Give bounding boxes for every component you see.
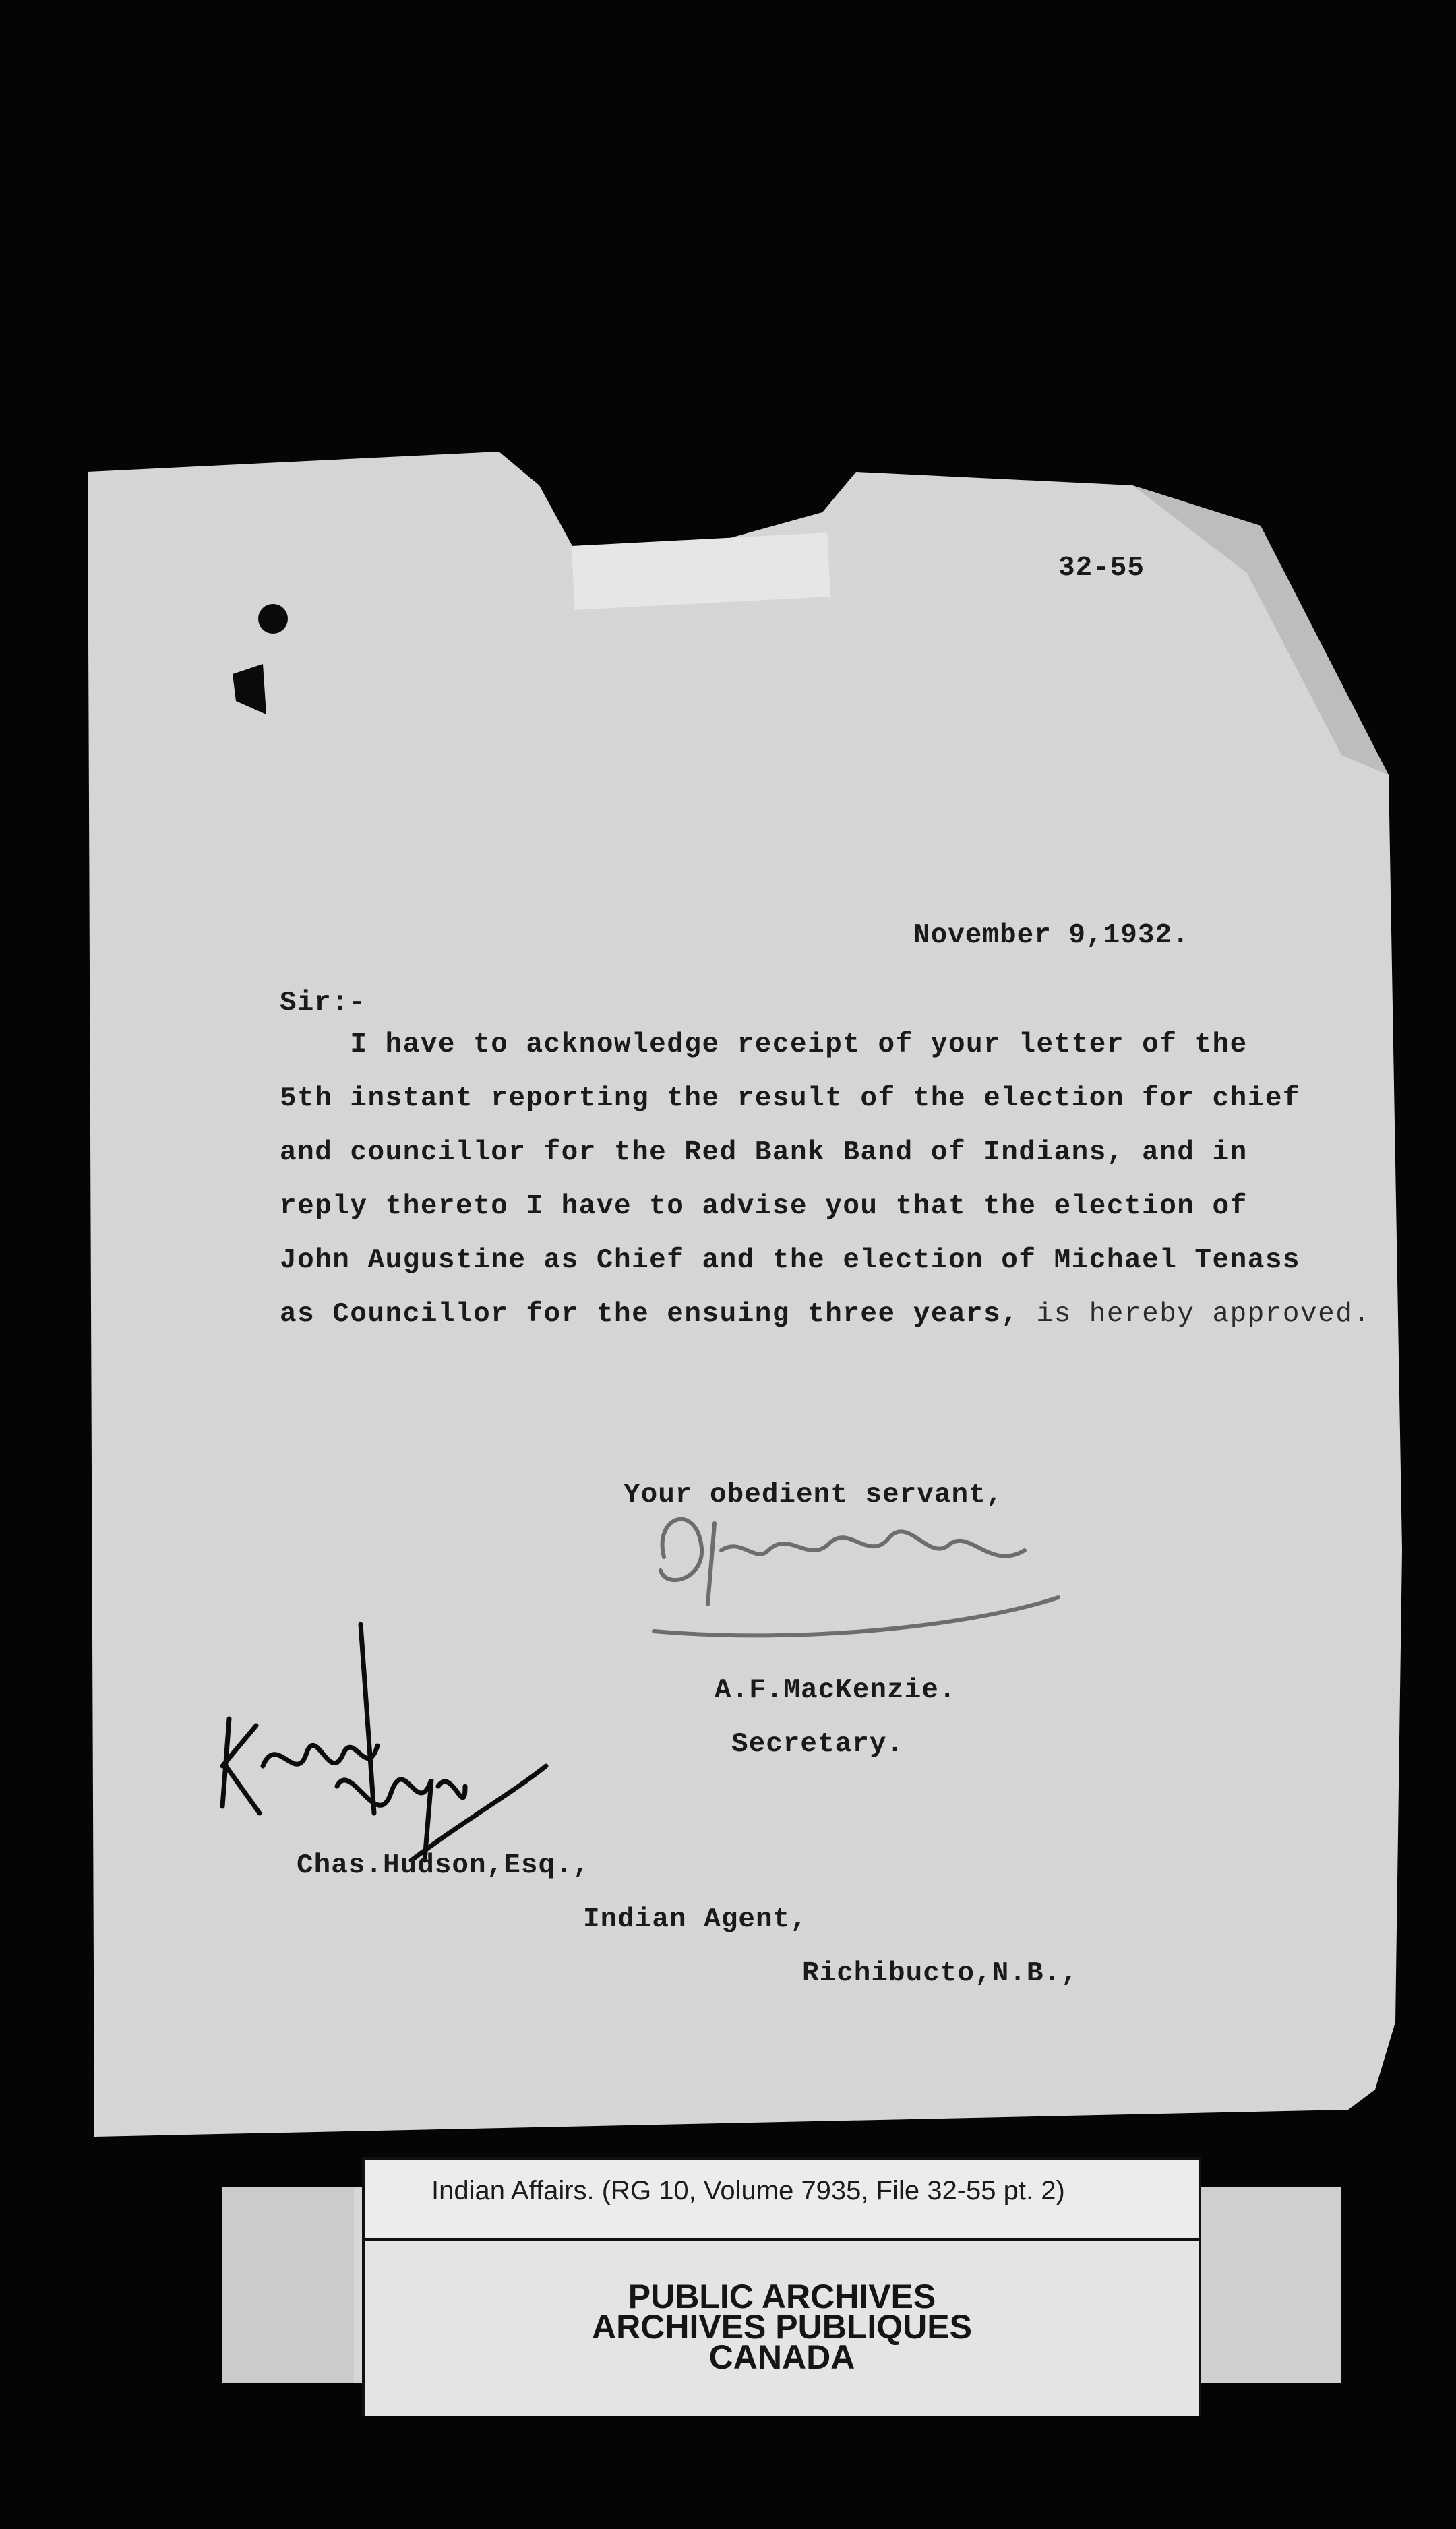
archive-line-3: CANADA	[708, 2338, 855, 2376]
archive-line-1: PUBLIC ARCHIVES	[628, 2278, 936, 2315]
body-line: John Augustine as Chief and the election of Michael Tenass	[280, 1245, 1301, 1276]
closing: Your obedient servant,	[624, 1480, 1004, 1511]
punch-hole	[258, 604, 288, 634]
letter-date: November 9,1932.	[913, 920, 1190, 951]
body-line: 5th instant reporting the result of the election for chief	[280, 1083, 1301, 1114]
signatory-title: Secretary.	[731, 1729, 905, 1760]
tape-strip	[572, 532, 830, 610]
salutation: Sir:-	[280, 987, 367, 1018]
addressee-title: Indian Agent,	[583, 1904, 808, 1935]
file-number: 32-55	[1058, 553, 1145, 584]
body-line: reply thereto I have to advise you that the election of	[280, 1191, 1248, 1222]
archive-line-2: ARCHIVES PUBLIQUES	[592, 2308, 972, 2346]
signatory-name: A.F.MacKenzie.	[715, 1675, 957, 1706]
body-line-last	[280, 1299, 1370, 1330]
addressee-place: Richibucto,N.B.,	[802, 1958, 1079, 1989]
body-line: and councillor for the Red Bank Band of Indians, and in	[280, 1137, 1248, 1168]
addressee-name: Chas.Hudson,Esq.,	[297, 1850, 590, 1881]
body-tail: is hereby approved.	[1019, 1299, 1371, 1330]
body-line: I have to acknowledge receipt of your letter of the	[280, 1029, 1248, 1060]
body-line-text: as Councillor for the ensuing three years,	[280, 1299, 1019, 1330]
archive-reference: Indian Affairs. (RG 10, Volume 7935, File 32-55 pt. 2)	[431, 2176, 1065, 2205]
